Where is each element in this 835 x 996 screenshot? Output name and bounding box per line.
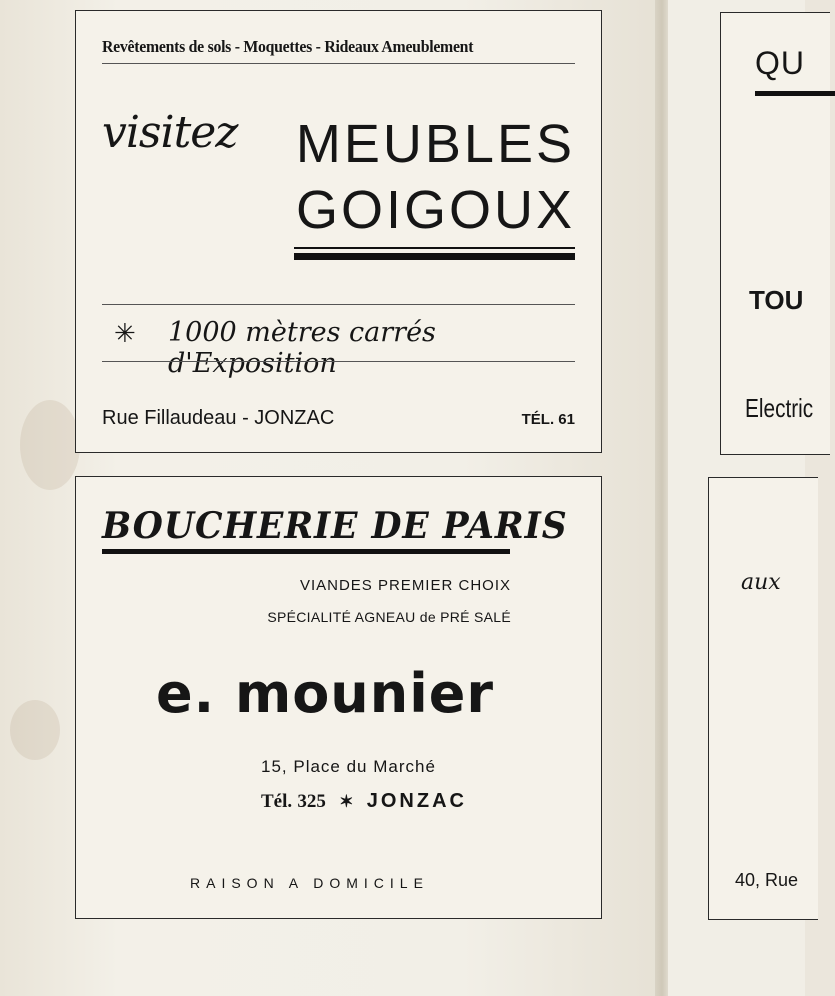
- divider: [755, 91, 835, 96]
- asterisk-icon: ✳: [114, 318, 136, 348]
- furniture-ad: [75, 10, 602, 453]
- divider: [102, 549, 510, 554]
- butcher-city: JONZAC: [366, 790, 467, 812]
- store-name-line2: GOIGOUX: [295, 180, 575, 240]
- exhibition-text: 1000 mètres carrés d'Exposition: [168, 317, 436, 379]
- butcher-street: 15, Place du Marché: [261, 757, 436, 776]
- partial-ad-top: [720, 12, 830, 455]
- paper-stain: [20, 400, 80, 490]
- divider: [102, 361, 575, 362]
- furniture-address: Rue Fillaudeau - JONZAC: [102, 407, 335, 429]
- divider: [294, 247, 575, 249]
- divider: [294, 253, 575, 260]
- butcher-title: BOUCHERIE DE PARIS: [102, 505, 568, 547]
- partial-electric-text: Electric: [745, 393, 814, 423]
- partial-aux-text: aux: [741, 570, 781, 595]
- phone-number: 325: [297, 791, 326, 812]
- merchant-name: e. mounier: [156, 662, 494, 725]
- asterisk-icon: ✶: [339, 792, 354, 811]
- page-gutter: [655, 0, 669, 996]
- furniture-tagline: Revêtements de sols - Moquettes - Rideaux Ameublement: [102, 37, 474, 56]
- partial-address: 40, Rue: [735, 870, 799, 890]
- divider: [102, 304, 575, 305]
- butcher-tagline-1: VIANDES PREMIER CHOIX: [299, 577, 511, 594]
- partial-ad-bottom: [708, 477, 818, 920]
- partial-title: QU: [755, 45, 805, 81]
- butcher-tagline-2: SPÉCIALITÉ AGNEAU de PRÉ SALÉ: [267, 609, 511, 625]
- butcher-phone-row: [261, 790, 467, 813]
- store-name-line1: MEUBLES: [295, 114, 575, 174]
- furniture-phone: TÉL. 61: [521, 411, 575, 428]
- paper-stain: [10, 700, 60, 760]
- butcher-footer: RAISON A DOMICILE: [190, 875, 429, 891]
- divider: [102, 63, 575, 64]
- phone-label: Tél.: [261, 791, 293, 812]
- visit-script: visitez: [102, 107, 238, 158]
- butcher-ad: [75, 476, 602, 919]
- partial-bold-text: TOU: [749, 285, 804, 315]
